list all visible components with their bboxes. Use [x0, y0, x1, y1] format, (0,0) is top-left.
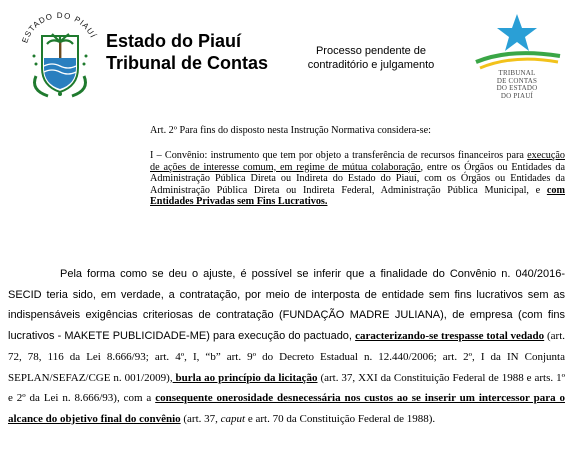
article-item-text: I – Convênio: instrumento que tem por objeto a transferência de recursos financeiros para [150, 150, 528, 161]
state-name: Estado do Piauí [106, 31, 242, 51]
logo-line: DO PIAUÍ [500, 91, 534, 100]
paragraph-citation: (art. 37, XXI da Constituição Federal de 1988 e arts. 1º e 2º da Lei n. 8.666/93), com a [8, 371, 565, 405]
crest-arc-text: ESTADO DO PIAUÍ [20, 10, 98, 45]
article-item-underlined: execução de ações de interesse comum, em regime de mútua colaboração [150, 150, 565, 173]
logo-line: DE CONTAS [496, 76, 538, 85]
paragraph-emphasis: burla ao princípio da licitação [172, 371, 318, 384]
brand-title [106, 30, 276, 74]
paragraph-citation: (art. 72, 78, 116 da Lei 8.666/93; art. 4º, I, “b” art. 9º do Decreto Estadual n. 12.440/2006; art. 2º, I da IN Conjunta SEPLAN/SEFAZ/CGE n. 001/2009), [8, 330, 566, 384]
article-item-bold: com Entidades Privadas sem Fins Lucrativos. [150, 184, 565, 208]
article-item-text: , entre os Órgãos ou Entidades da Administração Pública Direta ou Indireta do Estado do Piauí, com os Órgãos ou Entidades da Administração Pública Direta ou Indireta Federal, Administração Pública Municipal, e [150, 161, 565, 196]
tce-logo-text [474, 70, 560, 100]
logo-line: DO ESTADO [496, 84, 538, 92]
paragraph-emphasis: consequente onerosidade desnecessária nos custos ao se inserir um intercessor para o alcance do objetivo final do convênio [8, 392, 565, 425]
logo-line: TRIBUNAL [498, 69, 536, 77]
body-paragraph [8, 264, 565, 430]
paragraph-emphasis: caracterizando-se trespasse total vedado [355, 330, 545, 343]
article-item [150, 150, 565, 208]
paragraph-citation: (art. 37, [180, 412, 221, 425]
state-crest-icon [14, 6, 106, 98]
article-intro: Art. 2º Para fins do disposto nesta Instrução Normativa considera-se: [150, 125, 431, 136]
process-line-2: contraditório e julgamento [307, 59, 435, 71]
court-name: Tribunal de Contas [106, 53, 269, 73]
process-status [286, 44, 456, 72]
paragraph-text: Pela forma como se deu o ajuste, é possível se inferir que a finalidade do Convênio n. 040/2016-SECID teria sido, em verdade, a contratação, por meio de interposta de entidade sem fins lucrativos sem as indispensáveis exigências criteriosas de contratação (FUNDAÇÃO MADRE JULIANA), de empresa (com fins lucrativos - MAKETE PUBLICIDADE-ME) para execução do pactuado, [8, 268, 565, 343]
paragraph-italic: caput [220, 412, 246, 425]
paragraph-citation: e art. 70 da Constituição Federal de 1988). [245, 412, 436, 425]
process-line-1: Processo pendente de [315, 45, 427, 57]
page-header [0, 0, 577, 110]
